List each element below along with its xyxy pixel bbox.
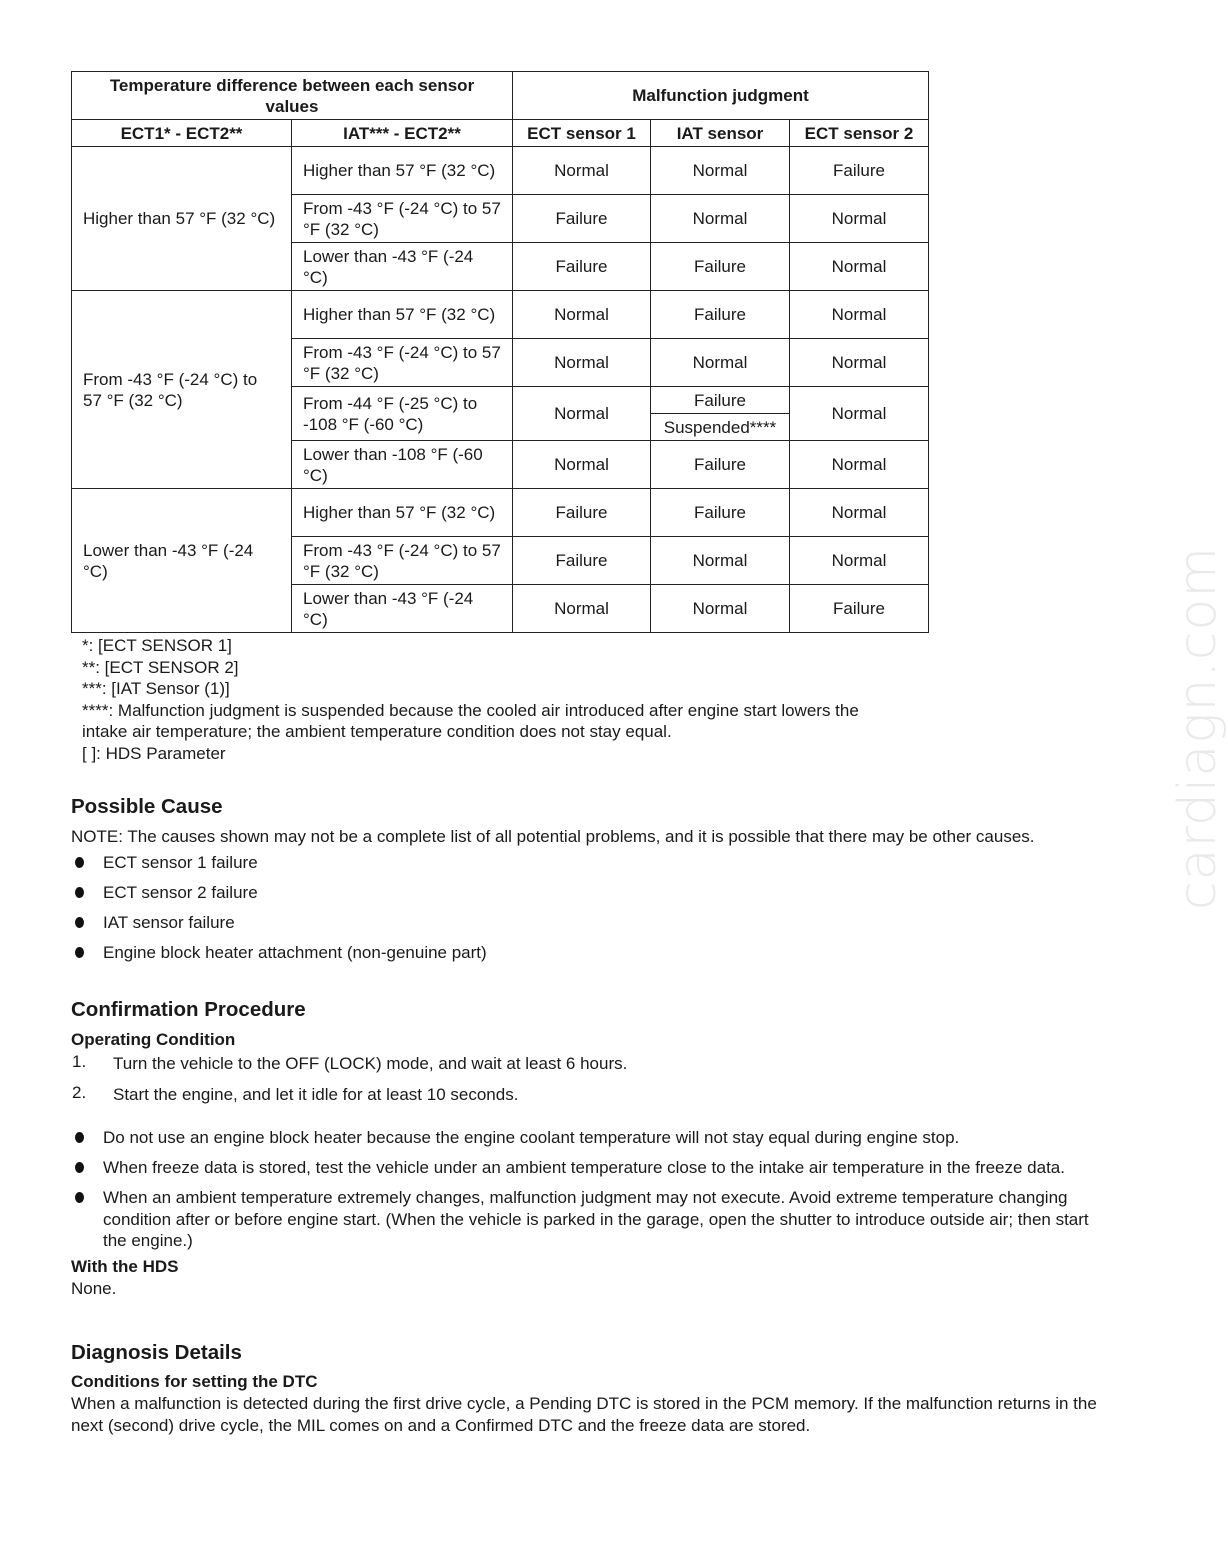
iat-judgment-alt: Suspended**** [651, 414, 790, 441]
header-temperature-difference: Temperature difference between each sensor values [72, 72, 513, 120]
step-item [71, 1084, 1111, 1106]
iat-diff-cell: Lower than -43 °F (-24 °C) [292, 585, 513, 633]
step-text: Turn the vehicle to the OFF (LOCK) mode, and wait at least 6 hours. [113, 1054, 628, 1073]
ect-diff-cell: From -43 °F (-24 °C) to 57 °F (32 °C) [72, 291, 292, 489]
list-item [71, 1127, 1111, 1149]
iat-judgment: Normal [651, 195, 790, 243]
ect2-judgment: Normal [790, 243, 929, 291]
section-title: Possible Cause [71, 795, 223, 818]
subsection-title: Operating Condition [71, 1030, 236, 1049]
ect1-judgment: Failure [513, 537, 651, 585]
ect2-judgment: Normal [790, 291, 929, 339]
header-ect-sensor-2: ECT sensor 2 [790, 120, 929, 147]
ect1-judgment: Normal [513, 147, 651, 195]
iat-diff-cell: From -43 °F (-24 °C) to 57 °F (32 °C) [292, 195, 513, 243]
diagnosis-text: When a malfunction is detected during the first drive cycle, a Pending DTC is stored in the PCM memory. If the malfunction returns in the next (second) drive cycle, the MIL comes on and a Confirmed DTC and the freeze data are stored. [71, 1394, 1097, 1435]
step-list [71, 1053, 1111, 1105]
header-iat-ect2: IAT*** - ECT2** [292, 120, 513, 147]
footnote: ***: [IAT Sensor (1)] [82, 679, 230, 698]
confirmation-procedure-section [71, 998, 1111, 1300]
list-item-text: ECT sensor 1 failure [103, 853, 258, 872]
ect-diff-cell: Higher than 57 °F (32 °C) [72, 147, 292, 291]
iat-judgment: Normal [651, 537, 790, 585]
header-ect1-ect2: ECT1* - ECT2** [72, 120, 292, 147]
possible-cause-section [71, 795, 1111, 972]
table-subheader-row [72, 120, 929, 147]
iat-judgment: Failure [651, 291, 790, 339]
list-item-text: Do not use an engine block heater because the engine coolant temperature will not stay equal during engine stop. [103, 1128, 960, 1147]
ect2-judgment: Normal [790, 387, 929, 441]
ect1-judgment: Normal [513, 291, 651, 339]
iat-judgment: Normal [651, 147, 790, 195]
footnote: [ ]: HDS Parameter [82, 743, 226, 763]
footnote: **: [ECT SENSOR 2] [82, 657, 239, 677]
table-row [72, 147, 929, 195]
subsection-title: With the HDS [71, 1256, 179, 1276]
bullet-icon [75, 947, 84, 958]
ect2-judgment: Normal [790, 441, 929, 489]
iat-judgment: Failure [651, 441, 790, 489]
iat-judgment: Normal [651, 339, 790, 387]
watermark-logo: cardiagn.com [1168, 546, 1228, 910]
iat-judgment: Failure [651, 489, 790, 537]
step-text: Start the engine, and let it idle for at least 10 seconds. [113, 1084, 519, 1104]
table-header-row [72, 72, 929, 120]
ect2-judgment: Normal [790, 489, 929, 537]
iat-judgment: Normal [651, 585, 790, 633]
iat-diff-cell: Higher than 57 °F (32 °C) [292, 291, 513, 339]
iat-diff-cell: Lower than -108 °F (-60 °C) [292, 441, 513, 489]
iat-diff-cell: Lower than -43 °F (-24 °C) [292, 243, 513, 291]
ect1-judgment: Failure [513, 195, 651, 243]
ect1-judgment: Normal [513, 585, 651, 633]
list-item-text: Engine block heater attachment (non-genuine part) [103, 943, 487, 962]
table-row [72, 291, 929, 339]
list-item-text: IAT sensor failure [103, 913, 235, 932]
note-text: NOTE: The causes shown may not be a complete list of all potential problems, and it is possible that there may be other causes. [71, 827, 1035, 846]
header-iat-sensor: IAT sensor [651, 120, 790, 147]
bullet-icon [75, 1192, 84, 1203]
step-number: 1. [72, 1052, 87, 1071]
bullet-icon [75, 857, 84, 868]
iat-judgment: Failure [651, 387, 790, 414]
iat-diff-cell: Higher than 57 °F (32 °C) [292, 147, 513, 195]
list-item [71, 942, 1111, 964]
iat-diff-cell: From -43 °F (-24 °C) to 57 °F (32 °C) [292, 339, 513, 387]
ect-diff-cell: Lower than -43 °F (-24 °C) [72, 489, 292, 633]
caution-list [71, 1127, 1111, 1252]
list-item [71, 852, 1111, 874]
iat-diff-cell: From -44 °F (-25 °C) to -108 °F (-60 °C) [292, 387, 513, 441]
ect2-judgment: Normal [790, 195, 929, 243]
malfunction-judgment-table [71, 71, 929, 633]
footnote: *: [ECT SENSOR 1] [82, 636, 232, 655]
list-item [71, 882, 1111, 904]
ect1-judgment: Normal [513, 339, 651, 387]
bullet-icon [75, 917, 84, 928]
table-row [72, 489, 929, 537]
ect1-judgment: Normal [513, 441, 651, 489]
ect1-judgment: Failure [513, 243, 651, 291]
ect2-judgment: Failure [790, 585, 929, 633]
header-ect-sensor-1: ECT sensor 1 [513, 120, 651, 147]
list-item [71, 1157, 1111, 1179]
subsection-title: Conditions for setting the DTC [71, 1372, 318, 1391]
step-item [71, 1053, 1111, 1075]
iat-judgment: Failure [651, 243, 790, 291]
cause-list [71, 852, 1111, 964]
list-item [71, 1187, 1111, 1252]
list-item-text: When an ambient temperature extremely changes, malfunction judgment may not execute. Avoid extreme temperature changing condition after or before engine start. (When the vehicle is parked in the garage, open the shutter to introduce outside air; then start the engine.) [103, 1188, 1089, 1250]
diagnosis-details-section [71, 1341, 1111, 1437]
bullet-icon [75, 1132, 84, 1143]
iat-diff-cell: From -43 °F (-24 °C) to 57 °F (32 °C) [292, 537, 513, 585]
list-item-text: ECT sensor 2 failure [103, 883, 258, 902]
header-malfunction-judgment: Malfunction judgment [513, 72, 929, 120]
ect2-judgment: Failure [790, 147, 929, 195]
list-item-text: When freeze data is stored, test the vehicle under an ambient temperature close to the intake air temperature in the freeze data. [103, 1158, 1065, 1177]
bullet-icon [75, 1162, 84, 1173]
bullet-icon [75, 887, 84, 898]
hds-text: None. [71, 1278, 117, 1298]
ect2-judgment: Normal [790, 339, 929, 387]
ect2-judgment: Normal [790, 537, 929, 585]
section-title: Confirmation Procedure [71, 998, 306, 1021]
section-title: Diagnosis Details [71, 1341, 242, 1364]
step-number: 2. [72, 1082, 87, 1102]
ect1-judgment: Failure [513, 489, 651, 537]
ect1-judgment: Normal [513, 387, 651, 441]
footnote: ****: Malfunction judgment is suspended because the cooled air introduced after engine start lowers the intake air temperature; the ambient temperature condition does not stay equal. [82, 700, 859, 741]
table-footnotes [82, 635, 902, 764]
list-item [71, 912, 1111, 934]
iat-diff-cell: Higher than 57 °F (32 °C) [292, 489, 513, 537]
